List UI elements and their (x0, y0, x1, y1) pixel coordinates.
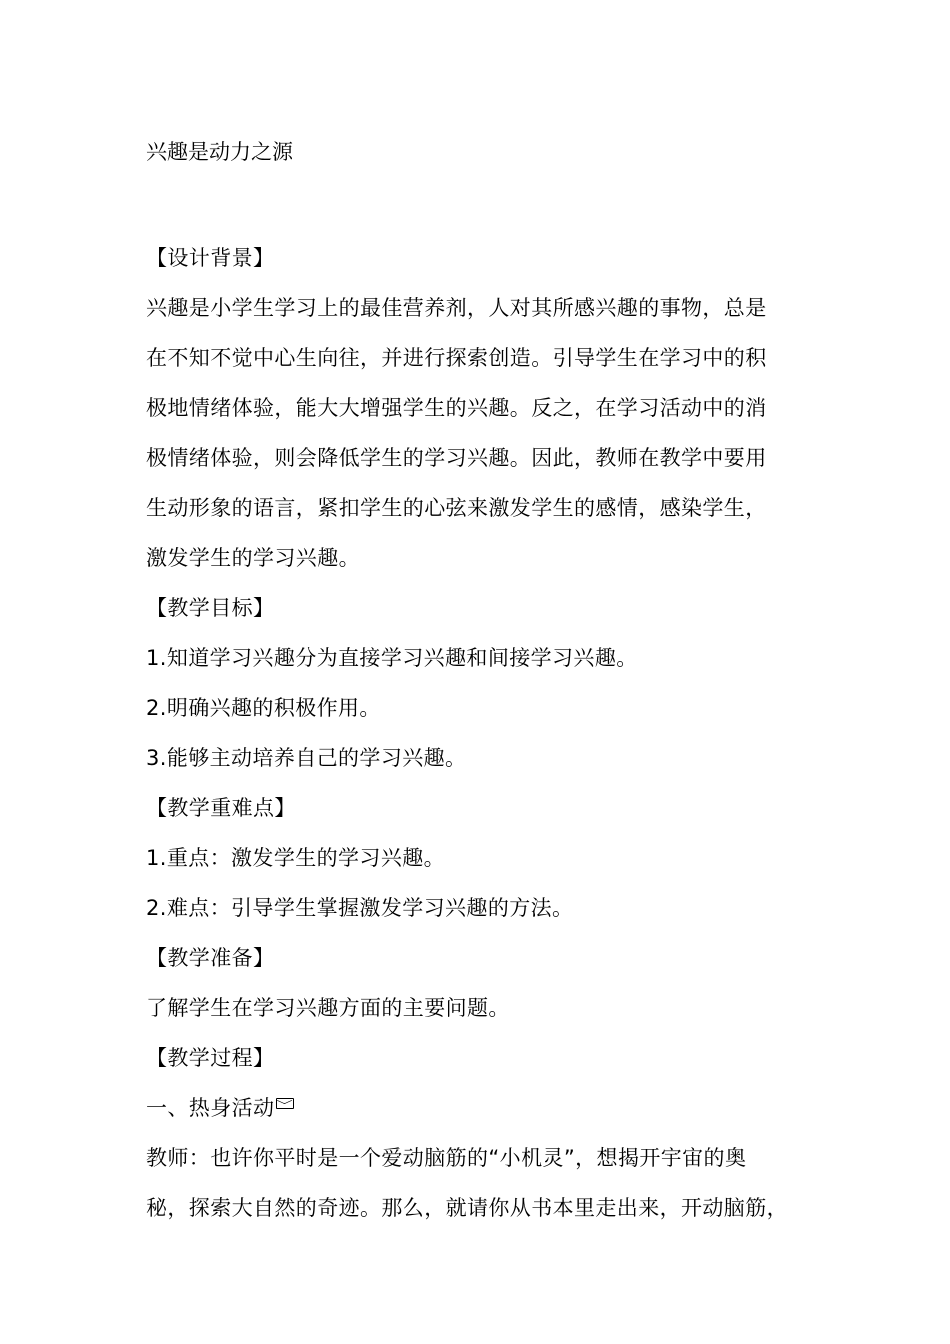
section-heading-teaching-goals: 【教学目标】 (146, 596, 275, 620)
subsection-heading-text: 一、热身活动 (146, 1096, 275, 1120)
section-heading-teaching-process: 【教学过程】 (146, 1046, 275, 1070)
paragraph-line: 生动形象的语言，紧扣学生的心弦来激发学生的感情，感染学生， (146, 496, 767, 520)
document-title: 兴趣是动力之源 (146, 140, 293, 164)
paragraph-line: 兴趣是小学生学习上的最佳营养剂，人对其所感兴趣的事物，总是 (146, 296, 767, 320)
list-item: 1.知道学习兴趣分为直接学习兴趣和间接学习兴趣。 (146, 646, 638, 670)
envelope-icon (276, 1098, 294, 1109)
paragraph-line: 秘，探索大自然的奇迹。那么，就请你从书本里走出来，开动脑筋， (146, 1196, 788, 1220)
paragraph-line: 教师：也许你平时是一个爱动脑筋的“小机灵”，想揭开宇宙的奥 (146, 1146, 747, 1170)
section-heading-design-background: 【设计背景】 (146, 246, 275, 270)
subsection-heading-warmup (146, 1083, 816, 1133)
list-item: 3.能够主动培养自己的学习兴趣。 (146, 746, 467, 770)
section-heading-key-points: 【教学重难点】 (146, 796, 296, 820)
document-body (146, 233, 816, 1233)
paragraph-line: 了解学生在学习兴趣方面的主要问题。 (146, 996, 510, 1020)
list-item: 2.明确兴趣的积极作用。 (146, 696, 381, 720)
paragraph-line: 极地情绪体验，能大大增强学生的兴趣。反之，在学习活动中的消 (146, 396, 767, 420)
list-item: 2.难点：引导学生掌握激发学习兴趣的方法。 (146, 896, 574, 920)
section-heading-preparation: 【教学准备】 (146, 946, 275, 970)
paragraph-line: 在不知不觉中心生向往，并进行探索创造。引导学生在学习中的积 (146, 346, 767, 370)
paragraph-line: 极情绪体验，则会降低学生的学习兴趣。因此，教师在教学中要用 (146, 446, 767, 470)
paragraph-line: 激发学生的学习兴趣。 (146, 546, 360, 570)
list-item: 1.重点：激发学生的学习兴趣。 (146, 846, 446, 870)
